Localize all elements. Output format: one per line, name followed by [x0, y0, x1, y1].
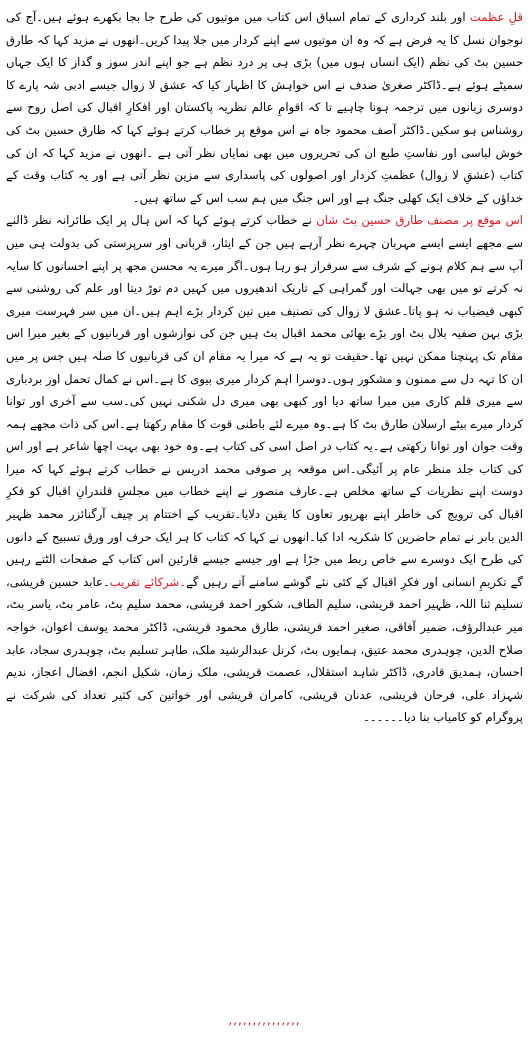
participants-heading: ۔شرکائے تقریب	[109, 574, 187, 589]
paragraph-lead-highlight: اس موقع پر مصنف طارق حسین بٹ شان	[316, 213, 523, 228]
article-body	[6, 6, 523, 1006]
footer-separator: ,,,,,,,,,,,,,,,	[228, 1013, 301, 1027]
paragraph-text: اور بلند کرداری کے تمام اسباق اس کتاب میں موتیوں کی طرح جا بجا بکھرے ہوئے ہیں۔آج کی نوجوان نسل کا یہ فرض ہے کہ وہ ان موتیوں سے اپنے کردار میں جلا پیدا کریں۔انھوں نے مزید کہا کہ طارق حسین بٹ کی نظم (ایک انساں ہوں میں) بڑی ہی پر درد نظم ہے جو اپنے اندر سوز و گداز کا ایک جہاں سمیٹے ہوئے ہے۔ڈاکٹر صغریٰ صدف نے اس خواہش کا اظہار کیا کہ عشق لا زوال جیسے ادبی شہ پارے کا دوسری زبانوں میں ترجمہ ہونا چاہیے تا کہ اقوامِ عالم نظریہ پاکستان اور افکارِ اقبال کی اصل روح سے روشناس ہو سکیں۔ڈاکٹر آصف محمود جاہ نے اس موقع پر خطاب کرتے ہوئے کہا کہ طارق حسین بٹ کی خوش لباسی اور نفاستِ طبع ان کی تحریروں میں بھی نمایاں نظر آتی ہے ۔انھوں نے مزید کہا کہ ان کی کتاب (عشقِ لا زوال) عظمتِ کردار اور اصولوں کی پاسداری سے مزین نظر آتی ہے اور یہ کتاب وقت کے خداؤں کے خلاف ایک کھلی جنگ ہے اور اس جنگ میں ہم سب اس کے ساتھ ہیں۔	[6, 10, 523, 205]
article-paragraph-2	[6, 209, 523, 729]
paragraph-text: نے خطاب کرتے ہوئے کہا کہ اس ہال پر ایک طائرانہ نظر ڈالنے سے مجھے ایسے ایسے مہربان چہرے نظر آرہے ہیں جن کے ایثار، قربانی اور سرپرستی کی بدولت ہی میں آپ سے ہم کلام ہونے کے شرف سے سرفراز ہو رہا ہوں۔اگر میرے یہ محسن مجھ پر اپنے احسانوں کا سایہ نہ کرتے تو میں بھی جہالت اور گمراہی کے تاریک اندھیروں میں کہیں دم توڑ دیتا اور علم کی روشنی سے کبھی فیضیاب نہ ہو پاتا۔عشق لا زوال کی تصنیف میں تین کردار بڑے اہم ہیں۔ان میں سر فہرست میری بڑی بہن صفیہ بلال بٹ اور بڑے بھائی محمد اقبال بٹ ہیں جن کی نوازشوں اور قربانیوں کے بغیر میرا اس مقام تک پہنچنا ممکن نہیں تھا۔حقیقت تو یہ ہے کہ میرا یہ مقام ان کی قربانیوں کا صلہ ہیں جس پر میں ان کا تہہ دل سے ممنون و مشکور ہوں۔دوسرا اہم کردار میری بیوی کا ہے۔اس نے کمال تحمل اور بردباری سے میری قلم کاری میں میرا ساتھ دیا اور کبھی بھی میری دل شکنی نہیں کی۔سب سے آخری اور توانا کردار میرے بیٹے ارسلان طارق بٹ کا ہے۔وہ میرے لئے باطنی قوت کا مقام رکھتا ہے۔اس کی ذات مجھے ہمہ وقت جوان اور توانا رکھتی ہے۔یہ کتاب در اصل اسی کی کتاب ہے۔وہ خود بھی بہت اچھا شاعر ہے اور اس کی کتاب جلد منظر عام پر آئیگی۔اس موقعہ پر صوفی محمد ادریس نے خطاب کرتے ہوئے کہا کہ میرا دوست اپنے نظریات کے ساتھ مخلص ہے۔عارف منصور نے اپنے خطاب میں مجلسِ قلندرانِ اقبال کو فکرِ اقبال کی ترویج کی خاطر اپنے بھرپور تعاون کا یقین دلایا۔تقریب کے اختتام پر چیف آرگنائزر محمد ظہیر الدین بابر نے تمام حاضرین کا شکریہ ادا کیا۔انھوں نے کہا کہ کتاب کا ہر ایک حرف اور ورق تسبیح کے دانوں کی طرح ایک دوسرے سے خاص ربط میں جڑا ہے اور جیسے جیسے قارئین اس کتاب کے صفحات الٹتے رہیں گے تکریمِ انسانی اور فکرِ اقبال کے کئی نئے گوشے سامنے آتے رہیں گے	[6, 213, 523, 589]
paragraph-lead-highlight: قلِ عظمت	[469, 10, 523, 24]
participants-list: ۔عابد حسین قریشی، تسلیم ثنا اللہ، ظہیر احمد قریشی، سلیم الطاف، شکور احمد قریشی، محمد سلیم بٹ، عامر بٹ، یاسر بٹ، میر عبدالرؤف، ضمیر آفاقی، صغیر احمد قریشی، طارق محمود قریشی، ڈاکٹر محمد یوسف اعوان، خواجہ صلاح الدین، چوہدری محمد عتیق، ہمایوں بٹ، کرنل عبدالرشید ملک، طاہر تسلیم بٹ، چوہدری سجاد، عابد احسان، ہمدیق قادری، ڈاکٹر شاہد استقلال، عصمت قریشی، ملک زمان، شکیل انجم، افضال اعجاز، ندیم شہزاد علی، فرحان قریشی، عدنان قریشی، کامران قریشی اور خواتین کی کثیر تعداد کی شرکت نے پروگرام کو کامیاب بنا دیا۔۔۔۔۔۔	[6, 574, 523, 725]
article-paragraph-1	[6, 6, 523, 209]
